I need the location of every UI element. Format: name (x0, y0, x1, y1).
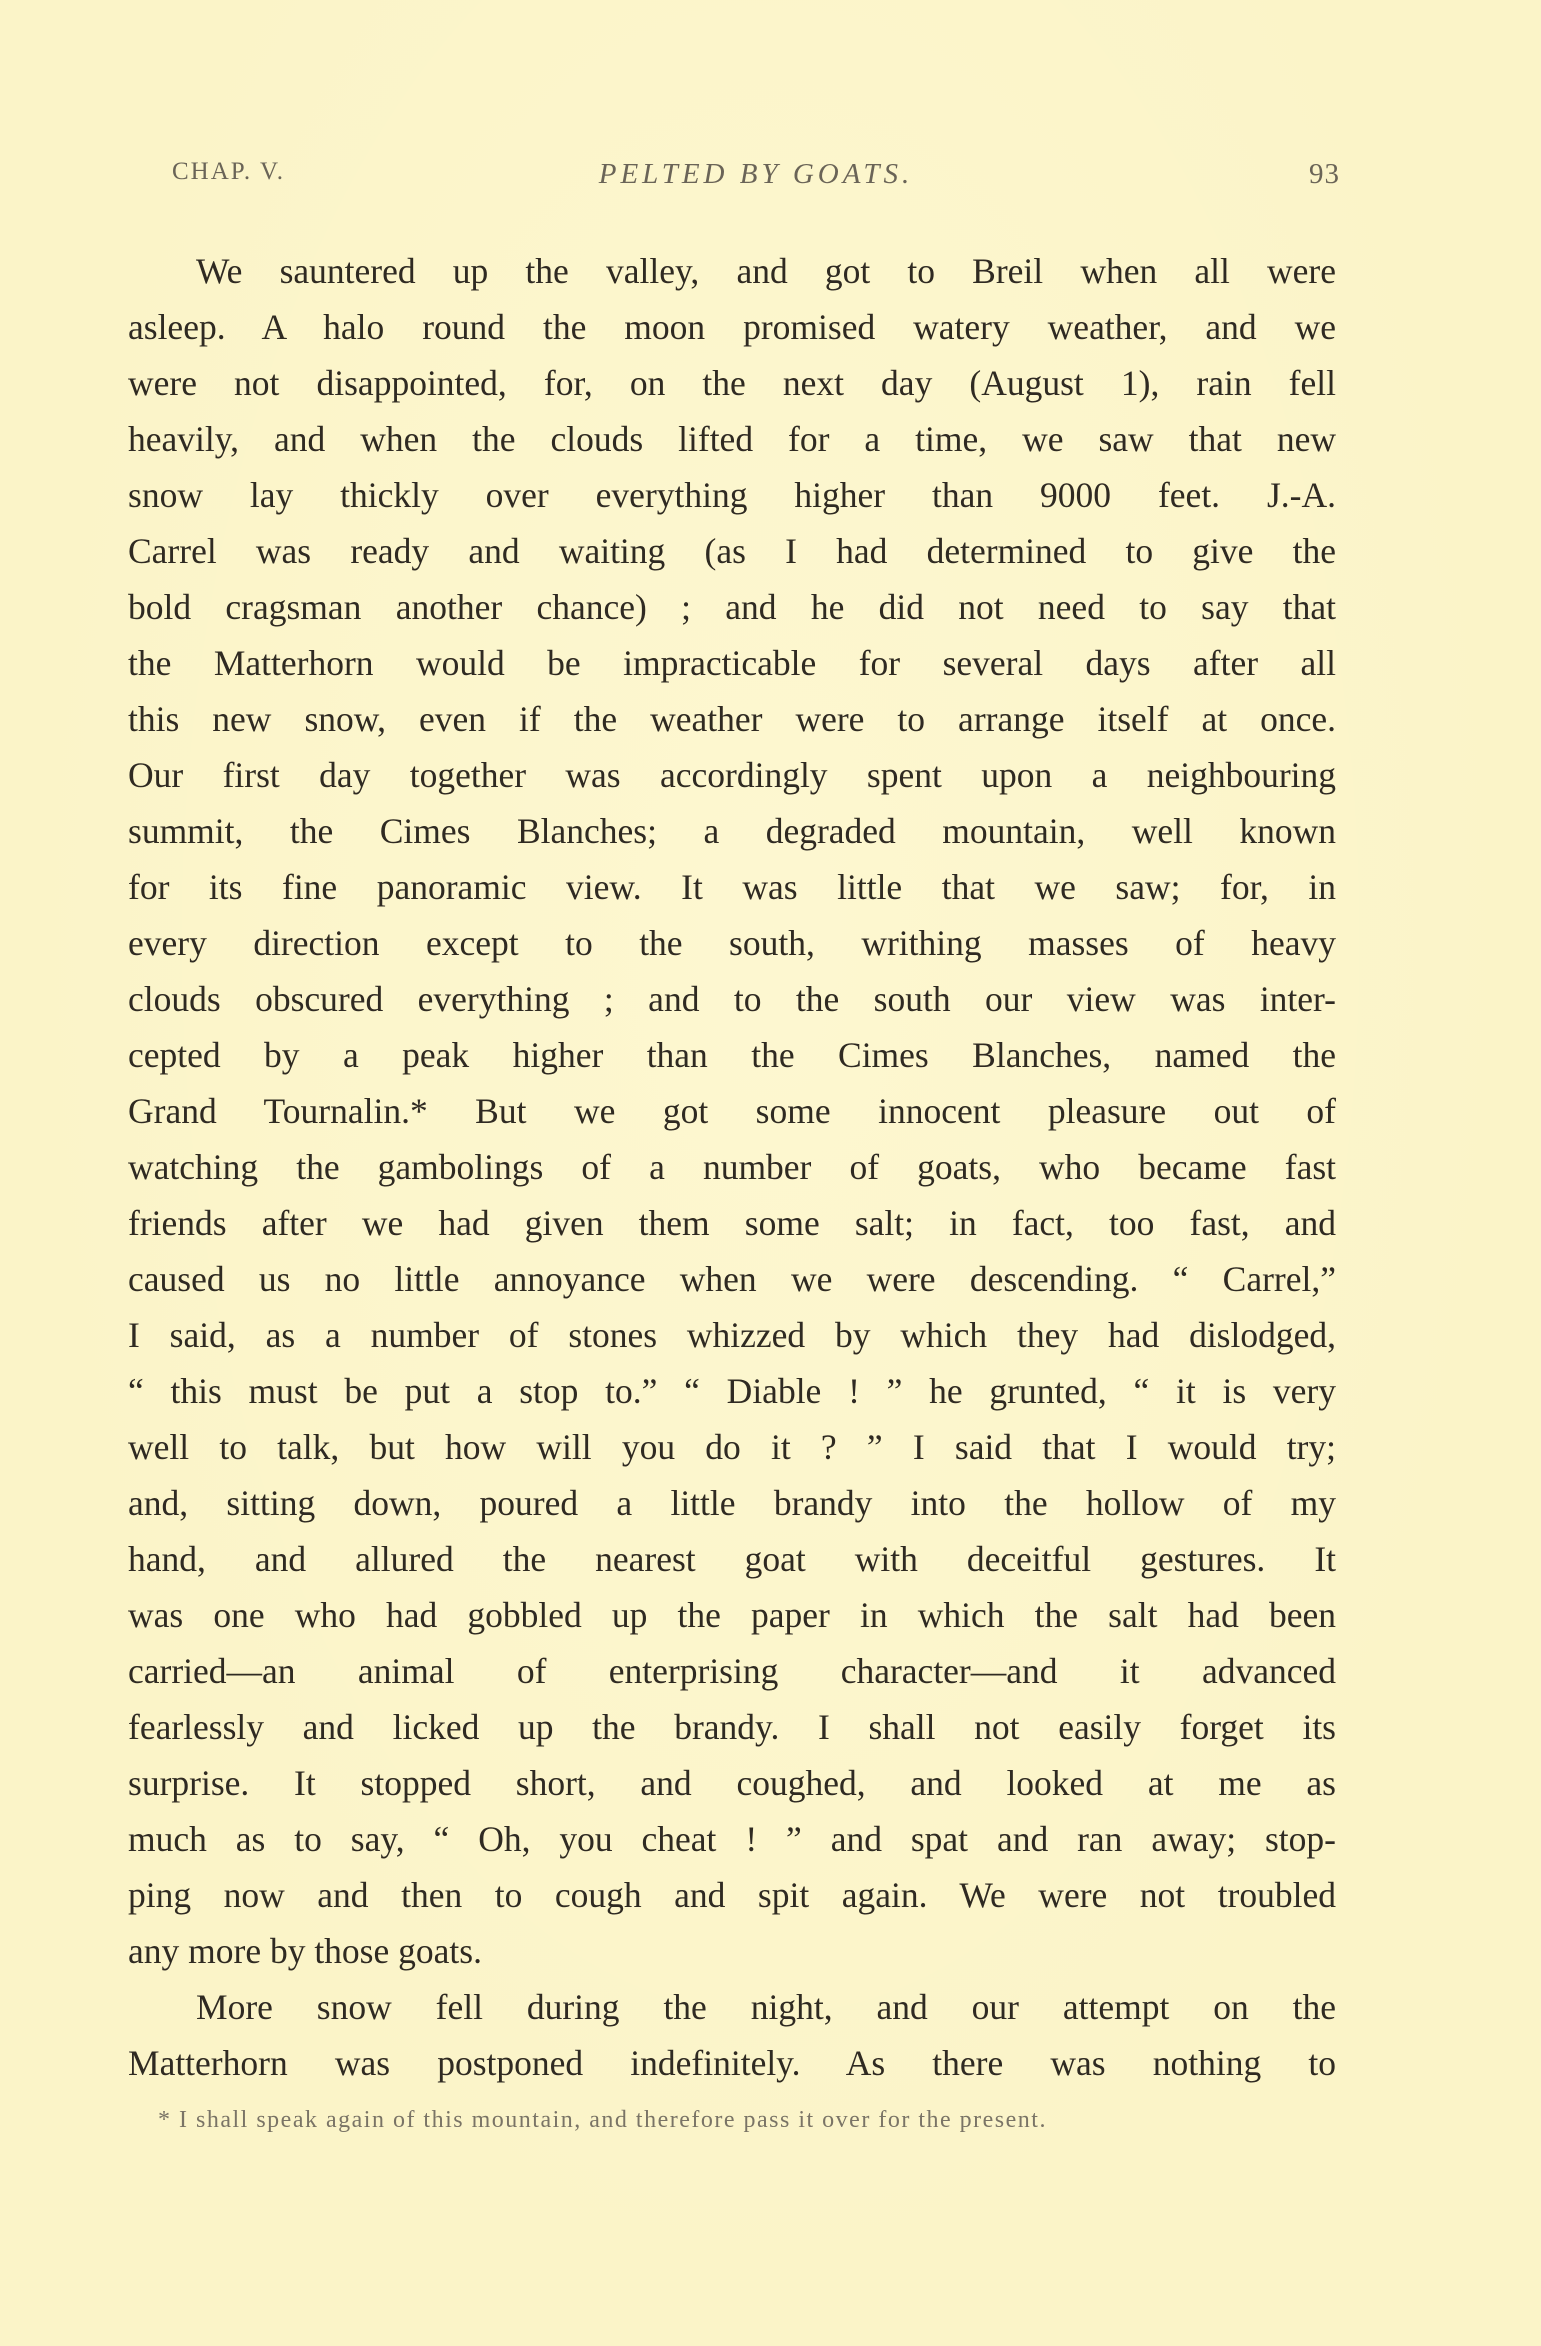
text-line: snow lay thickly over everything higher than 9000 feet. J.-A. (128, 475, 1336, 515)
body-text (128, 243, 1336, 2091)
page-number: 93 (1309, 158, 1340, 190)
text-line: surprise. It stopped short, and coughed, and looked at me as (128, 1763, 1336, 1803)
text-line: bold cragsman another chance) ; and he did not need to say that (128, 587, 1336, 627)
text-line: heavily, and when the clouds lifted for a time, we saw that new (128, 419, 1336, 459)
text-line: and, sitting down, poured a little brandy into the hollow of my (128, 1483, 1336, 1523)
text-line: any more by those goats. (128, 1931, 482, 1971)
text-line: asleep. A halo round the moon promised watery weather, and we (128, 307, 1336, 347)
text-line: carried—an animal of enterprising character—and it advanced (128, 1651, 1336, 1691)
text-line: hand, and allured the nearest goat with deceitful gestures. It (128, 1539, 1336, 1579)
text-line: this new snow, even if the weather were to arrange itself at once. (128, 699, 1336, 739)
text-line: much as to say, “ Oh, you cheat ! ” and spat and ran away; stop- (128, 1819, 1336, 1859)
page-title: PELTED BY GOATS. (598, 158, 914, 190)
text-line: friends after we had given them some salt; in fact, too fast, and (128, 1203, 1336, 1243)
text-line: More snow fell during the night, and our attempt on the (196, 1987, 1336, 2027)
text-line: summit, the Cimes Blanches; a degraded mountain, well known (128, 811, 1336, 851)
text-line: was one who had gobbled up the paper in which the salt had been (128, 1595, 1336, 1635)
text-line: the Matterhorn would be impracticable for several days after all (128, 643, 1336, 683)
text-line: Our first day together was accordingly spent upon a neighbouring (128, 755, 1336, 795)
text-line: well to talk, but how will you do it ? ” I said that I would try; (128, 1427, 1336, 1467)
text-line: clouds obscured everything ; and to the south our view was inter- (128, 979, 1336, 1019)
text-line: Carrel was ready and waiting (as I had determined to give the (128, 531, 1336, 571)
text-line: for its fine panoramic view. It was little that we saw; for, in (128, 867, 1336, 907)
text-line: cepted by a peak higher than the Cimes Blanches, named the (128, 1035, 1336, 1075)
text-line: Grand Tournalin.* But we got some innocent pleasure out of (128, 1091, 1336, 1131)
chapter-label: CHAP. V. (172, 158, 286, 185)
text-line: every direction except to the south, writhing masses of heavy (128, 923, 1336, 963)
text-line: watching the gambolings of a number of goats, who became fast (128, 1147, 1336, 1187)
text-line: “ this must be put a stop to.” “ Diable ! ” he grunted, “ it is very (128, 1371, 1336, 1411)
text-line: I said, as a number of stones whizzed by which they had dislodged, (128, 1315, 1336, 1355)
running-head (172, 158, 1340, 198)
text-line: ping now and then to cough and spit again. We were not troubled (128, 1875, 1336, 1915)
text-line: were not disappointed, for, on the next day (August 1), rain fell (128, 363, 1336, 403)
text-line: fearlessly and licked up the brandy. I shall not easily forget its (128, 1707, 1336, 1747)
text-line: We sauntered up the valley, and got to Breil when all were (196, 251, 1336, 291)
text-line: caused us no little annoyance when we were descending. “ Carrel,” (128, 1259, 1336, 1299)
text-line: Matterhorn was postponed indefinitely. As there was nothing to (128, 2043, 1336, 2083)
footnote: * I shall speak again of this mountain, and therefore pass it over for the present. (158, 2107, 1047, 2133)
